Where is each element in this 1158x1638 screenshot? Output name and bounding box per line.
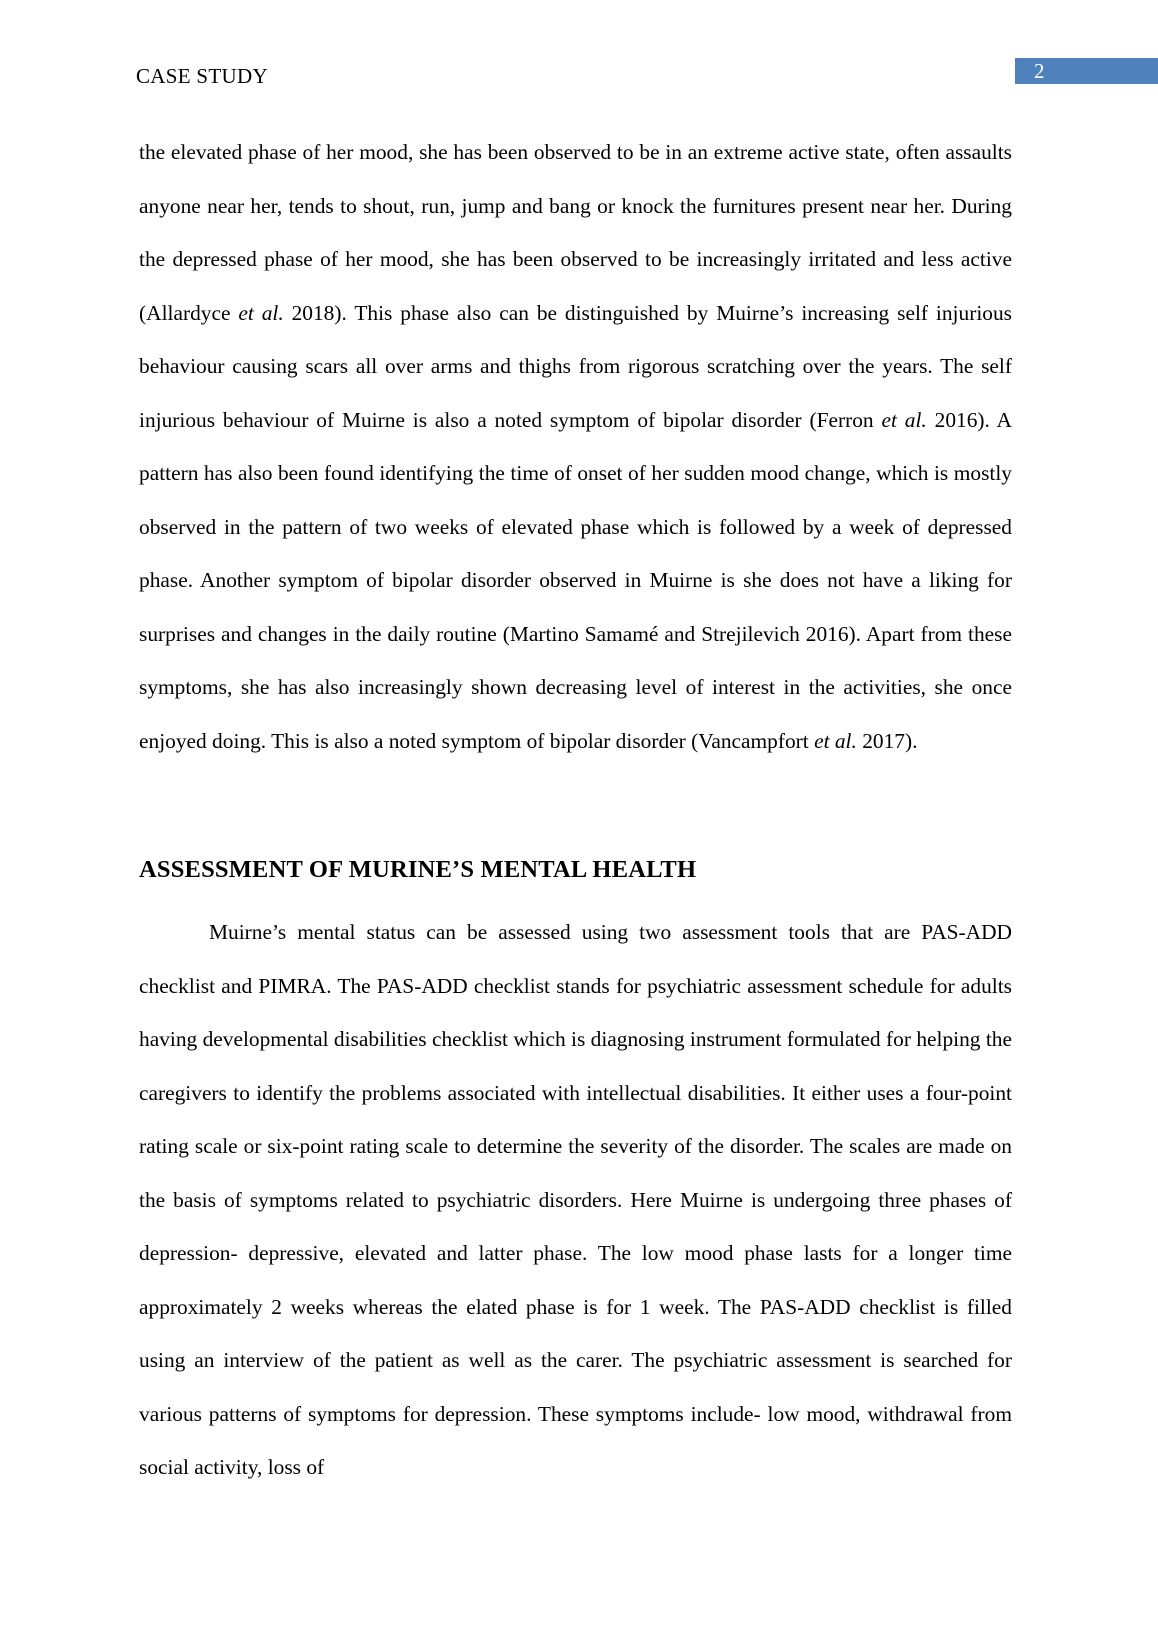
paragraph-text: 2018). This phase also can be distinguished by Muirne’s increasing self injurious behaviour causing scars all over arms and thighs from rigorous scratching over the years. The self injurious behaviour of Muirne is also a noted symptom of bipolar disorder (Ferron [139,300,1012,432]
citation-et-al: et al. [881,407,927,432]
citation-et-al: et al. [814,728,857,753]
paragraph-text: 2016). A pattern has also been found identifying the time of onset of her sudden mood change, which is mostly observed in the pattern of two weeks of elevated phase which is followed by a week of depressed phase. Another symptom of bipolar disorder observed in Muirne is she does not have a liking for surprises and changes in the daily routine (Martino Samamé and Strejilevich 2016). Apart from these symptoms, she has also increasingly shown decreasing level of interest in the activities, she once enjoyed doing. This is also a noted symptom of bipolar disorder (Vancampfort [139,407,1012,753]
running-head: CASE STUDY [136,64,268,88]
section-heading: ASSESSMENT OF MURINE’S MENTAL HEALTH [139,856,697,883]
paragraph-text: 2017). [856,728,918,753]
paragraph-text: the elevated phase of her mood, she has been observed to be in an extreme active state, often assaults anyone near her, tends to shout, run, jump and bang or knock the furnitures present near her. During the depressed phase of her mood, she has been observed to be increasingly irritated and less active (Allardyce [139,140,1012,325]
body-paragraph-assessment: Muirne’s mental status can be assessed using two assessment tools that are PAS-ADD checklist and PIMRA. The PAS-ADD checklist stands for psychiatric assessment schedule for adults having developmental disabilities checklist which is diagnosing instrument formulated for helping the caregivers to identify the problems associated with intellectual disabilities. It either uses a four-point rating scale or six-point rating scale to determine the severity of the disorder. The scales are made on the basis of symptoms related to psychiatric disorders. Here Muirne is undergoing three phases of depression- depressive, elevated and latter phase. The low mood phase lasts for a longer time approximately 2 weeks whereas the elated phase is for 1 week. The PAS-ADD checklist is filled using an interview of the patient as well as the carer. The psychiatric assessment is searched for various patterns of symptoms for depression. These symptoms include- low mood, withdrawal from social activity, loss of [139,920,1012,1479]
citation-et-al: et al. [238,300,284,325]
body-paragraph-symptoms [139,126,1012,768]
page-number: 2 [1034,59,1045,83]
